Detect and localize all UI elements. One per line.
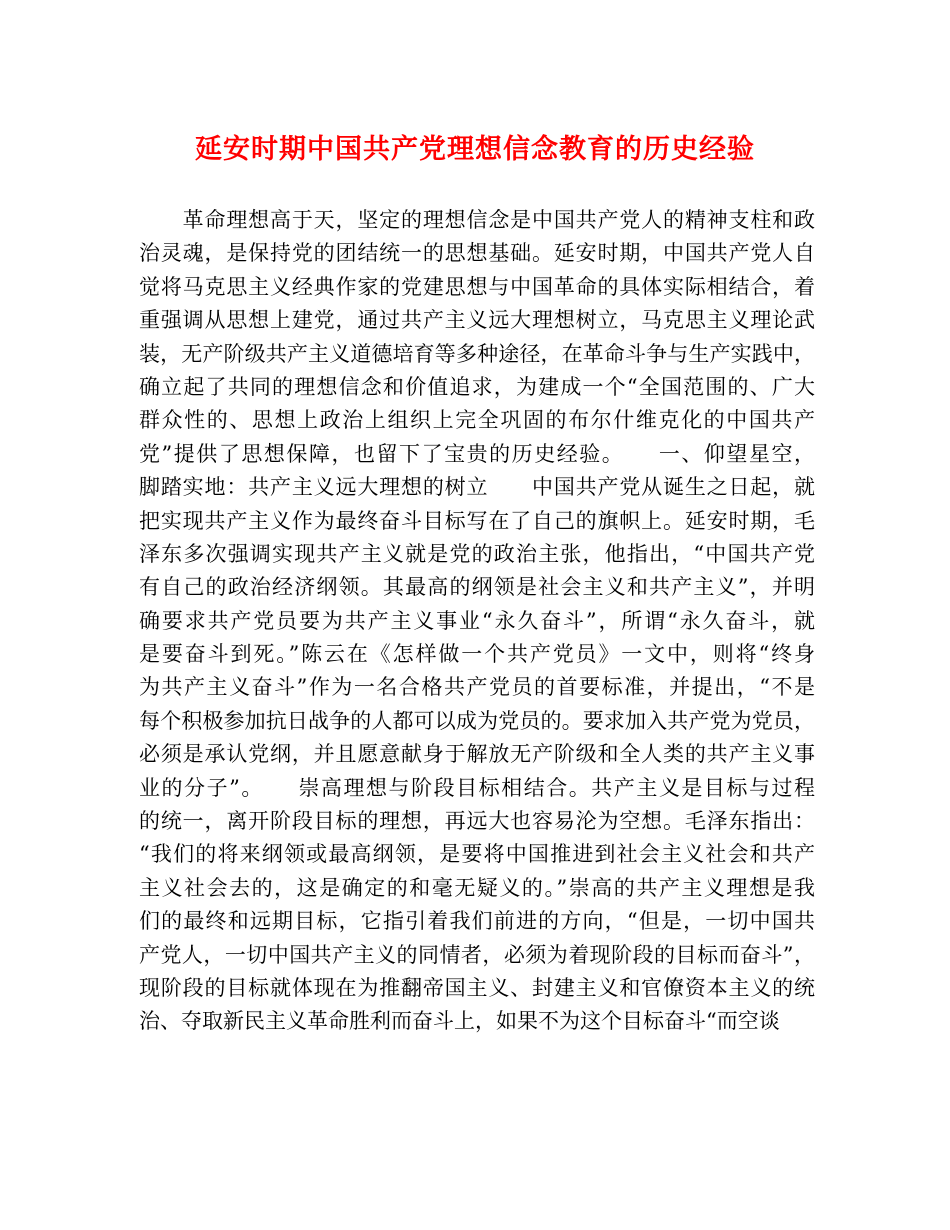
paragraph-line: 必须是承认党纲，并且愿意献身于解放无产阶级和全人类的共产主义事	[139, 742, 815, 767]
paragraph-line: 治、夺取新民主义革命胜利而奋斗上，如果不为这个目标奋斗“而空谈	[139, 1009, 780, 1034]
paragraph-line: 们的最终和远期目标，它指引着我们前进的方向，“但是，一切中国共	[139, 909, 815, 934]
paragraph-line: 有自己的政治经济纲领。其最高的纲领是社会主义和共产主义”，并明	[139, 575, 815, 600]
paragraph-line: 为共产主义奋斗”作为一名合格共产党员的首要标准，并提出，“不是	[139, 675, 815, 700]
paragraph-line: 革命理想高于天，坚定的理想信念是中国共产党人的精神支柱和政	[139, 208, 815, 232]
paragraph-line: 觉将马克思主义经典作家的党建思想与中国革命的具体实际相结合，着	[139, 274, 815, 299]
paragraph-line: 泽东多次强调实现共产主义就是党的政治主张，他指出，“中国共产党	[139, 541, 815, 566]
paragraph-line: 确要求共产党员要为共产主义事业“永久奋斗”，所谓“永久奋斗，就	[139, 608, 815, 633]
paragraph-line: 是要奋斗到死。”陈云在《怎样做一个共产党员》一文中，则将“终身	[139, 642, 815, 667]
paragraph-line: 治灵魂，是保持党的团结统一的思想基础。延安时期，中国共产党人自	[139, 241, 815, 266]
paragraph-line: 的统一，离开阶段目标的理想，再远大也容易沦为空想。毛泽东指出：	[139, 809, 815, 834]
paragraph-line: 业的分子”。 崇高理想与阶段目标相结合。共产主义是目标与过程	[139, 775, 815, 800]
paragraph-line: 每个积极参加抗日战争的人都可以成为党员的。要求加入共产党为党员，	[139, 708, 815, 733]
paragraph-line: 重强调从思想上建党，通过共产主义远大理想树立，马克思主义理论武	[139, 308, 815, 333]
paragraph-line: 装，无产阶级共产主义道德培育等多种途径，在革命斗争与生产实践中，	[139, 341, 815, 366]
paragraph-line: 产党人，一切中国共产主义的同情者，必须为着现阶段的目标而奋斗”，	[139, 942, 815, 967]
paragraph-line: 把实现共产主义作为最终奋斗目标写在了自己的旗帜上。延安时期，毛	[139, 508, 815, 533]
document-body	[139, 204, 815, 1039]
paragraph-line: 主义社会去的，这是确定的和毫无疑义的。”崇高的共产主义理想是我	[139, 875, 815, 900]
document-title: 延安时期中国共产党理想信念教育的历史经验	[195, 134, 755, 165]
paragraph-line: 群众性的、思想上政治上组织上完全巩固的布尔什维克化的中国共产	[139, 408, 815, 433]
paragraph-line: “我们的将来纲领或最高纲领，是要将中国推进到社会主义社会和共产	[139, 842, 815, 867]
paragraph-line: 确立起了共同的理想信念和价值追求，为建成一个“全国范围的、广大	[139, 374, 815, 399]
paragraph-line: 现阶段的目标就体现在为推翻帝国主义、封建主义和官僚资本主义的统	[139, 975, 815, 1000]
paragraph-line: 脚踏实地：共产主义远大理想的树立 中国共产党从诞生之日起，就	[139, 475, 815, 500]
paragraph-line: 党”提供了思想保障，也留下了宝贵的历史经验。 一、仰望星空，	[139, 441, 815, 466]
